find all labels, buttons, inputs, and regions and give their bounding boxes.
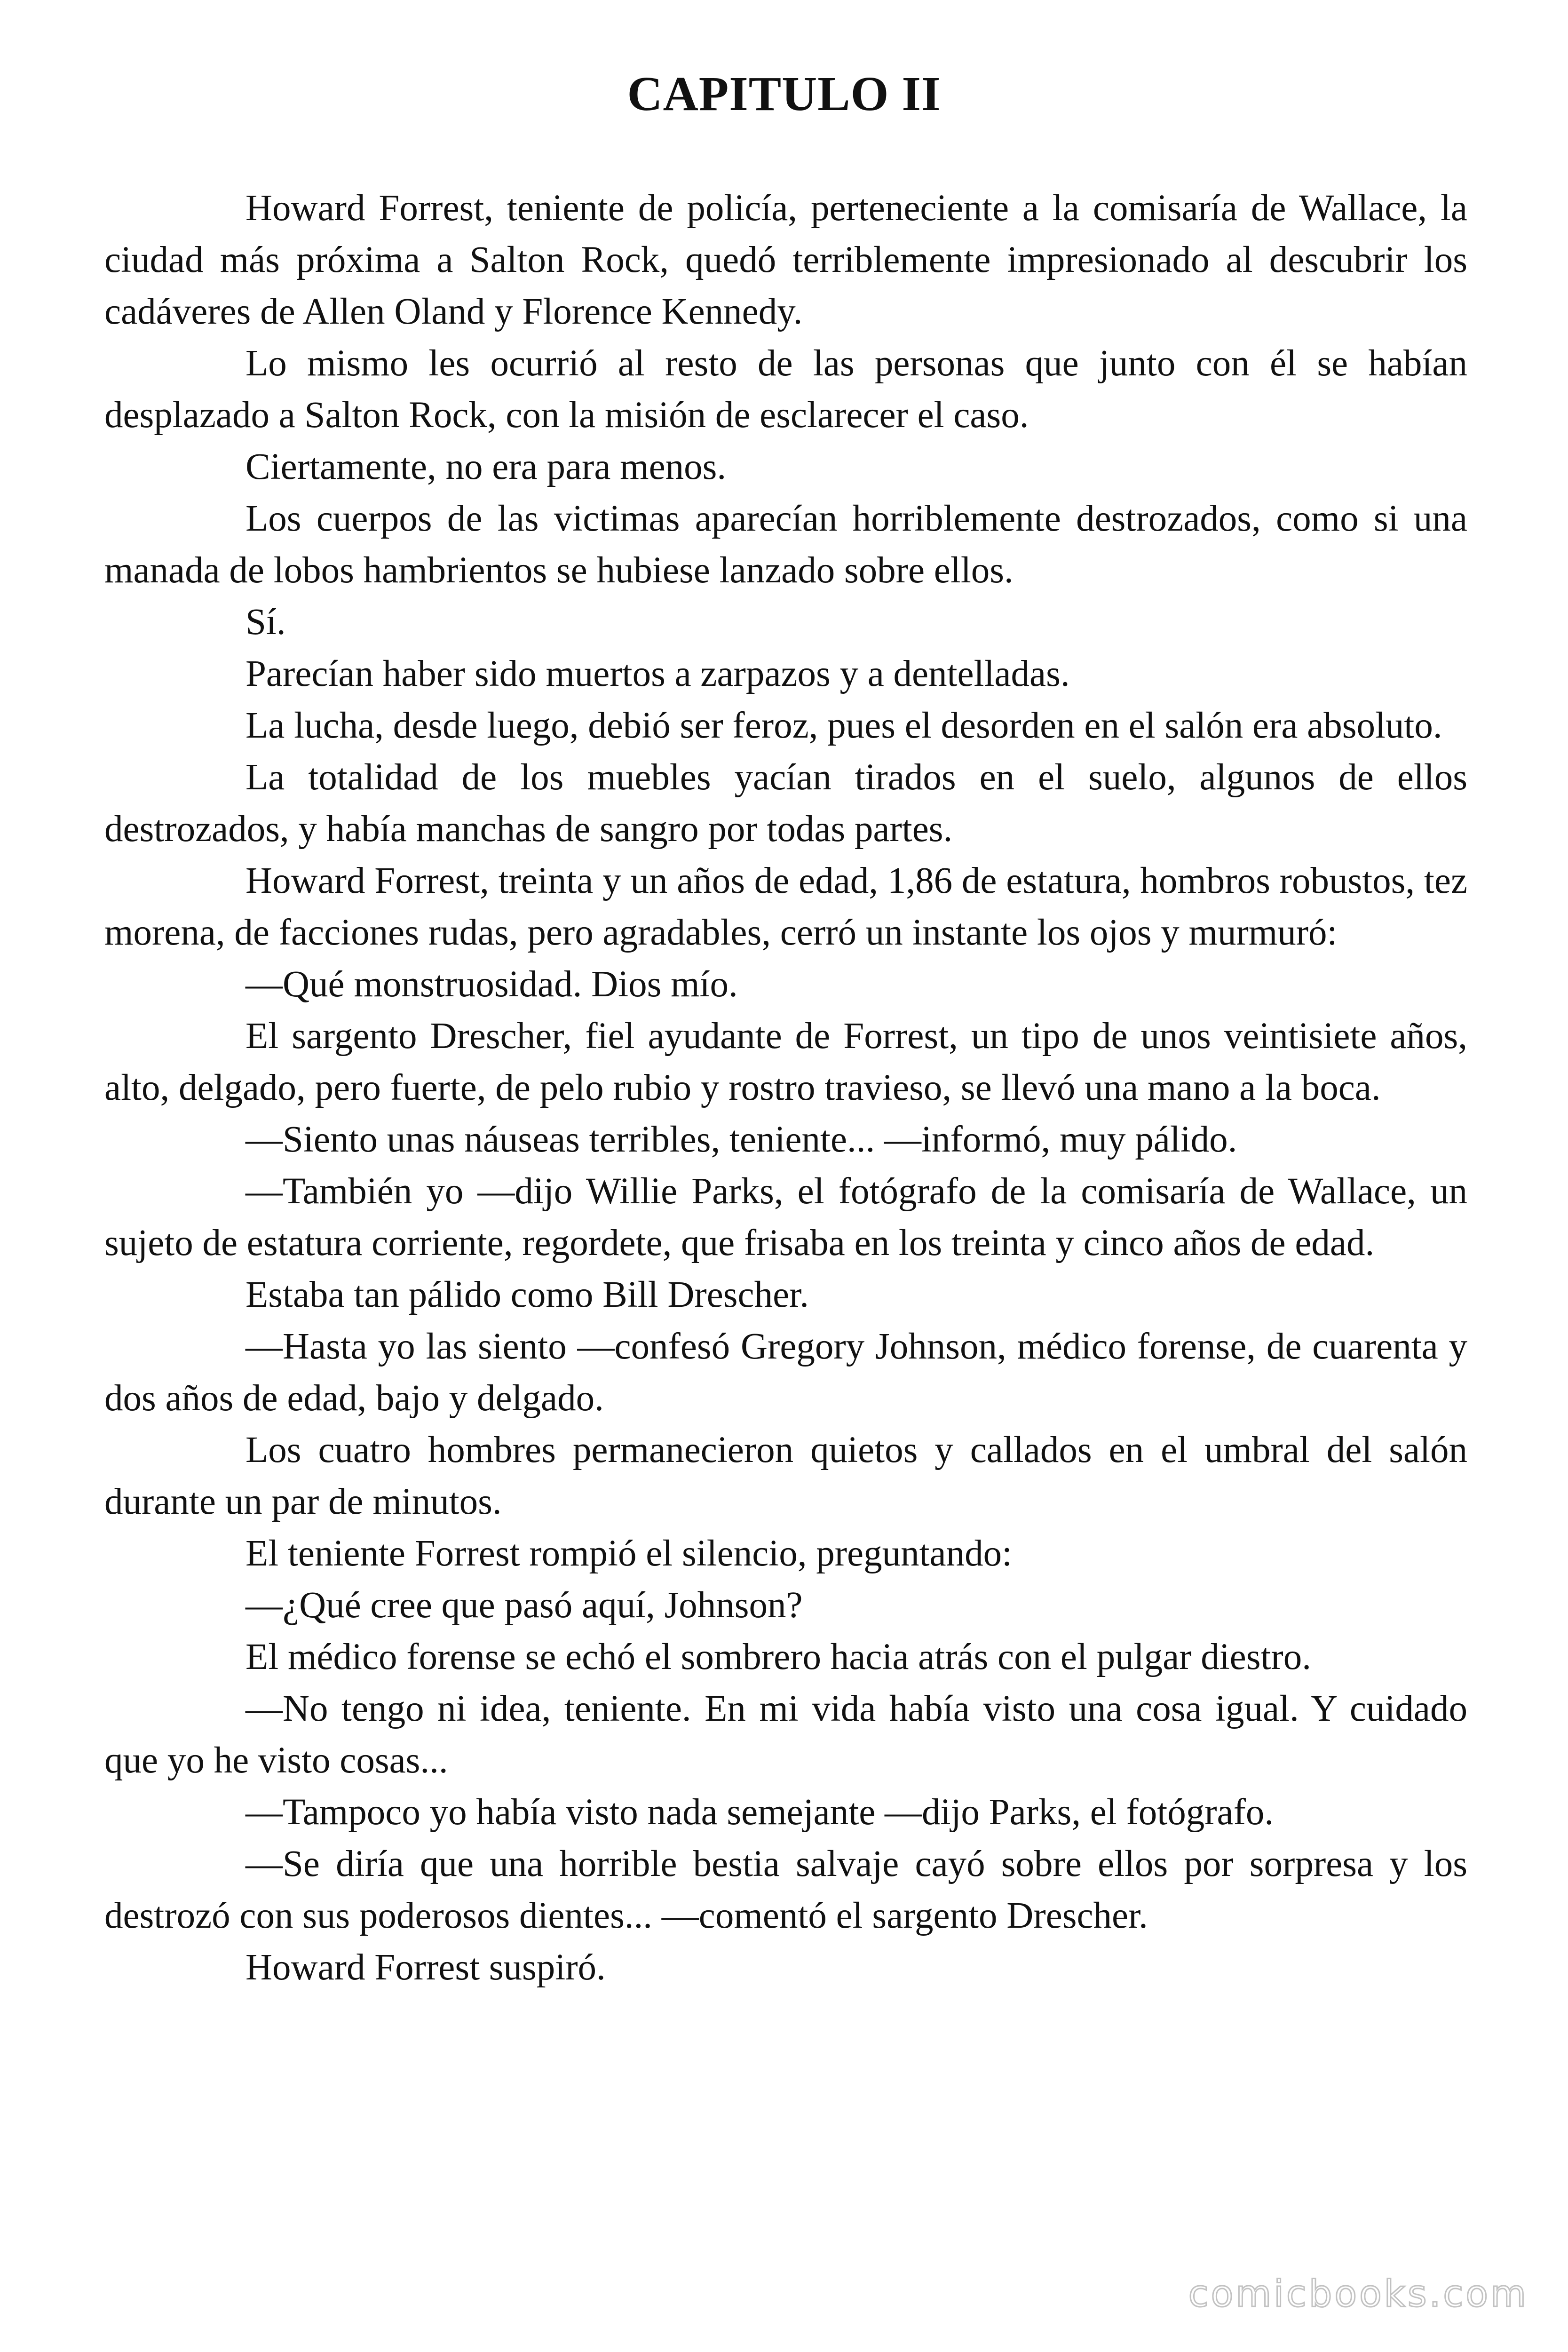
paragraph: Parecían haber sido muertos a zarpazos y a dentelladas. (245, 653, 1070, 694)
paragraph: —Hasta yo las siento —confesó Gregory Johnson, médico forense, de cuarenta y dos años de edad, bajo y delgado. (104, 1326, 1467, 1419)
paragraph: Howard Forrest, treinta y un años de edad, 1,86 de estatura, hombros robustos, tez morena, de facciones rudas, pero agradables, cerró un instante los ojos y murmuró: (104, 860, 1467, 953)
paragraph: —Tampoco yo había visto nada semejante —dijo Parks, el fotógrafo. (245, 1792, 1274, 1833)
paragraph: —Siento unas náuseas terribles, teniente... —informó, muy pálido. (245, 1119, 1237, 1160)
paragraph: Los cuatro hombres permanecieron quietos y callados en el umbral del salón durante un par de minutos. (104, 1430, 1467, 1522)
paragraph: —También yo —dijo Willie Parks, el fotógrafo de la comisaría de Wallace, un sujeto de estatura corriente, regordete, que frisaba en los treinta y cinco años de edad. (104, 1171, 1467, 1263)
paragraph: —Qué monstruosidad. Dios mío. (245, 964, 738, 1005)
paragraph: El teniente Forrest rompió el silencio, preguntando: (245, 1533, 1013, 1574)
paragraph: —Se diría que una horrible bestia salvaje cayó sobre ellos por sorpresa y los destrozó con sus poderosos dientes... —comentó el sargento Drescher. (104, 1843, 1467, 1936)
paragraph: Howard Forrest suspiró. (245, 1947, 606, 1988)
paragraph: La lucha, desde luego, debió ser feroz, pues el desorden en el salón era absoluto. (245, 705, 1442, 746)
chapter-body (104, 183, 1467, 1994)
chapter-title: CAPITULO II (627, 67, 941, 121)
watermark: comicbooks.com (1188, 2273, 1528, 2315)
paragraph: Howard Forrest, teniente de policía, perteneciente a la comisaría de Wallace, la ciudad más próxima a Salton Rock, quedó terriblemente impresionado al descubrir los cadáveres de Allen Oland y Florence Kennedy. (104, 188, 1467, 332)
paragraph: —No tengo ni idea, teniente. En mi vida había visto una cosa igual. Y cuidado que yo he visto cosas... (104, 1688, 1467, 1781)
paragraph: Lo mismo les ocurrió al resto de las personas que junto con él se habían desplazado a Salton Rock, con la misión de esclarecer el caso. (104, 343, 1467, 436)
paragraph: Estaba tan pálido como Bill Drescher. (245, 1274, 809, 1315)
paragraph: Los cuerpos de las victimas aparecían horriblemente destrozados, como si una manada de lobos hambrientos se hubiese lanzado sobre ellos. (104, 498, 1467, 591)
paragraph: Sí. (245, 602, 286, 643)
paragraph: Ciertamente, no era para menos. (245, 446, 727, 487)
paragraph: —¿Qué cree que pasó aquí, Johnson? (245, 1585, 803, 1626)
paragraph: La totalidad de los muebles yacían tirados en el suelo, algunos de ellos destrozados, y había manchas de sangro por todas partes. (104, 757, 1467, 850)
paragraph: El sargento Drescher, fiel ayudante de Forrest, un tipo de unos veintisiete años, alto, delgado, pero fuerte, de pelo rubio y rostro travieso, se llevó una mano a la boca. (104, 1016, 1467, 1108)
paragraph: El médico forense se echó el sombrero hacia atrás con el pulgar diestro. (245, 1637, 1311, 1677)
